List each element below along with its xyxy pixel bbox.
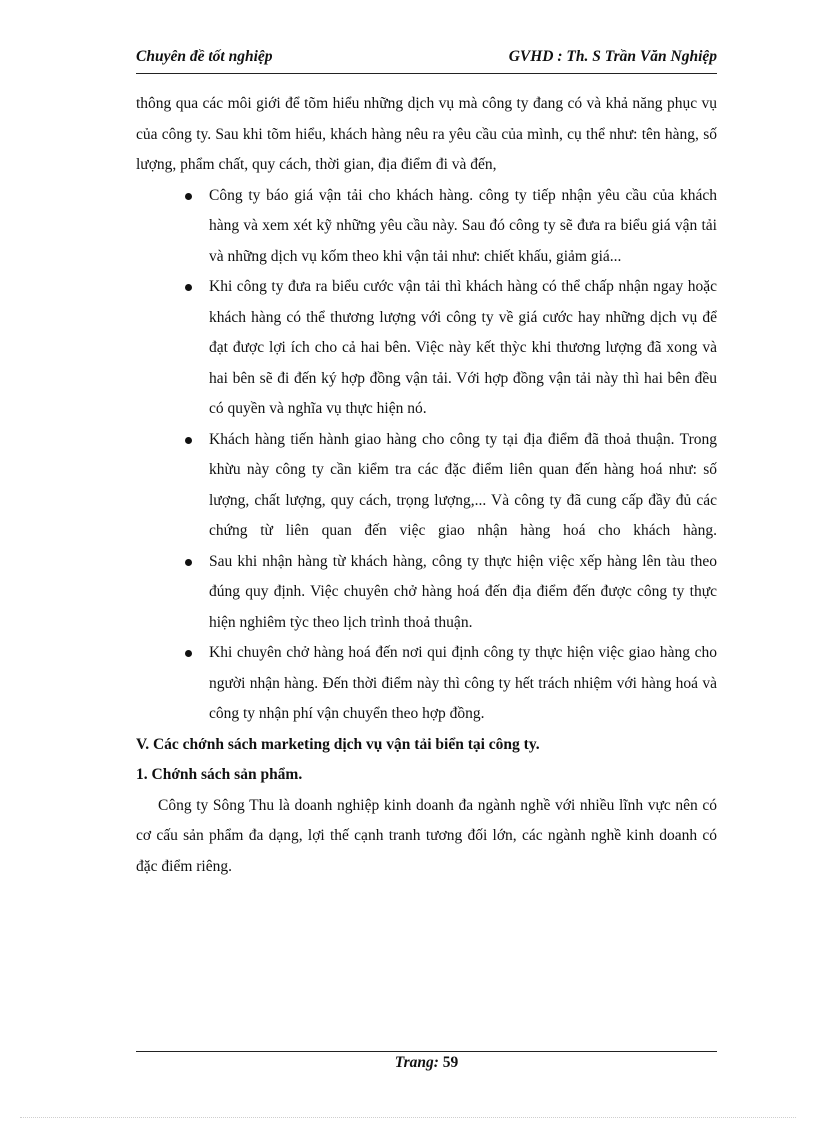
bullet-text: Công ty báo giá vận tải cho khách hàng. công ty tiếp nhận yêu cầu của khách hàng và xem xét kỹ những yêu cầu này. Sau đó công ty sẽ đưa ra biểu giá vận tải và những dịch vụ kốm theo khi vận tải như: chiết khấu, giảm giá... [209,186,717,265]
bullet-text: Khi công ty đưa ra biểu cước vận tải thì khách hàng có thể chấp nhận ngay hoặc khách hàng có thể thương lượng với công ty về giá cước hay những dịch vụ để đạt được lợi ích cho cả hai bên. Việc này kết thỳc khi thương lượng đã xong và hai bên sẽ đi đến ký hợp đồng vận tải. Với hợp đồng vận tải này thì hai bên đều có quyền và nghĩa vụ thực hiện nó. [209,278,717,417]
bullet-text: Khách hàng tiến hành giao hàng cho công ty tại địa điểm đã thoả thuận. Trong khừu này công ty cần kiểm tra các đặc điểm liên quan đến hàng hoá như: số lượng, chất lượng, quy cách, trọng lượng,... Và công ty đã cung cấp đầy đủ các chứng từ liên quan đến việc giao nhận hàng hoá cho khách hàng. [209,430,717,539]
bullet-icon [185,284,192,291]
bullet-icon [185,437,192,444]
page-body [136,89,717,882]
bullet-text: Sau khi nhận hàng từ khách hàng, công ty thực hiện việc xếp hàng lên tàu theo đúng quy định. Việc chuyên chở hàng hoá đến địa điểm đến được công ty thực hiện nghiêm tỳc theo lịch trình thoả thuận. [209,552,717,631]
bullet-icon [185,559,192,566]
section-heading: V. Các chớnh sách marketing dịch vụ vận tải biển tại công ty. [136,735,540,753]
page-label: Trang: [394,1054,439,1071]
page-edge-divider [20,1117,796,1118]
bullet-item-quote [209,181,717,273]
bullet-item-delivery [209,425,717,547]
bullet-icon [185,650,192,657]
closing-paragraph: Công ty Sông Thu là doanh nghiệp kinh doanh đa ngành nghề với nhiều lĩnh vực nên có cơ cấu sản phẩm đa dạng, lợi thế cạnh tranh tương đối lớn, các ngành nghề kinh doanh có đặc điểm riêng. [136,796,717,875]
bullet-icon [185,193,192,200]
subsection-heading: 1. Chớnh sách sản phẩm. [136,766,303,783]
page-footer [136,1054,717,1072]
footer-divider [136,1051,717,1052]
process-bullet-list [136,181,717,730]
bullet-item-handover [209,638,717,730]
header-supervisor: GVHD : Th. S Trần Văn Nghiệp [508,48,717,65]
bullet-item-loading [209,547,717,639]
page-number: 59 [442,1054,459,1071]
page-header [136,48,717,72]
bullet-text: Khi chuyên chở hàng hoá đến nơi qui định công ty thực hiện việc giao hàng cho người nhận hàng. Đến thời điểm này thì công ty hết trách nhiệm với hàng hoá và công ty nhận phí vận chuyển theo hợp đồng. [209,644,717,722]
header-document-title: Chuyên đề tốt nghiệp [136,48,273,65]
intro-paragraph: thông qua các môi giới để tõm hiểu những dịch vụ mà công ty đang có và khả năng phục vụ của công ty. Sau khi tõm hiểu, khách hàng nêu ra yêu cầu của mình, cụ thể như: tên hàng, số lượng, phẩm chất, quy cách, thời gian, địa điểm đi và đến, [136,95,717,173]
header-divider [136,73,717,74]
bullet-item-negotiation [209,272,717,425]
